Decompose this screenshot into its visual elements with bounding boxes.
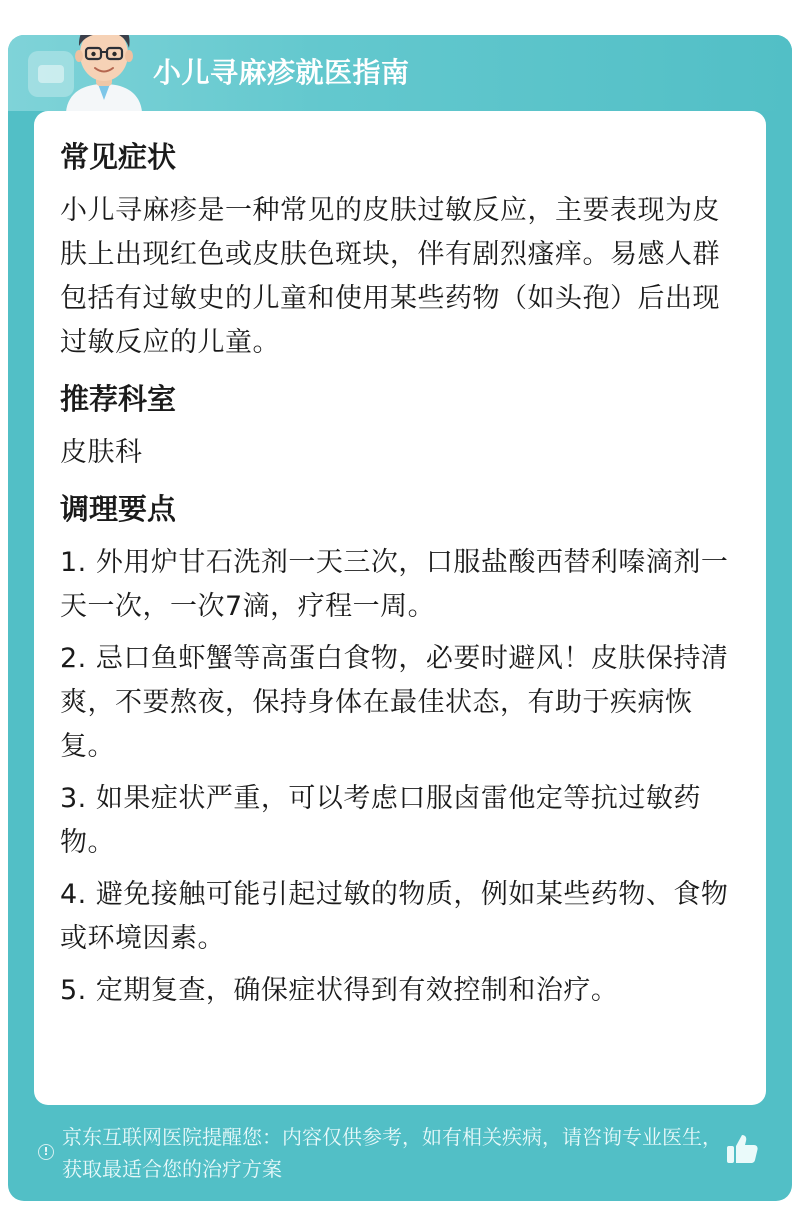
care-item: 4. 避免接触可能引起过敏的物质，例如某些药物、食物或环境因素。 <box>60 879 729 954</box>
page-title: 小儿寻麻疹就医指南 <box>153 56 410 89</box>
department-heading: 推荐科室 <box>60 382 177 416</box>
department-text: 皮肤科 <box>60 437 143 468</box>
care-heading: 调理要点 <box>60 492 177 526</box>
symptoms-text: 小儿寻麻疹是一种常见的皮肤过敏反应，主要表现为皮肤上出现红色或皮肤色斑块，伴有剧烈瘙痒。易感人群包括有过敏史的儿童和使用某些药物（如头孢）后出现过敏反应的儿童。 <box>60 195 720 358</box>
doctor-avatar <box>48 35 160 112</box>
content-panel <box>34 111 766 1105</box>
guide-card <box>8 35 792 1201</box>
info-icon: ! <box>38 1144 54 1160</box>
thumbs-up-icon[interactable] <box>724 1131 760 1167</box>
care-item: 1. 外用炉甘石洗剂一天三次，口服盐酸西替利嗪滴剂一天一次，一次7滴，疗程一周。 <box>60 547 729 622</box>
care-item: 5. 定期复查，确保症状得到有效控制和治疗。 <box>60 975 619 1006</box>
care-item: 3. 如果症状严重，可以考虑口服卤雷他定等抗过敏药物。 <box>60 783 701 858</box>
disclaimer-text: 京东互联网医院提醒您：内容仅供参考，如有相关疾病，请咨询专业医生，获取最适合您的治疗方案 <box>62 1125 722 1181</box>
care-item: 2. 忌口鱼虾蟹等高蛋白食物，必要时避风！皮肤保持清爽，不要熬夜，保持身体在最佳状态，有助于疾病恢复。 <box>60 643 729 762</box>
footer <box>8 1121 792 1201</box>
care-list <box>60 541 742 1013</box>
symptoms-heading: 常见症状 <box>60 140 177 174</box>
